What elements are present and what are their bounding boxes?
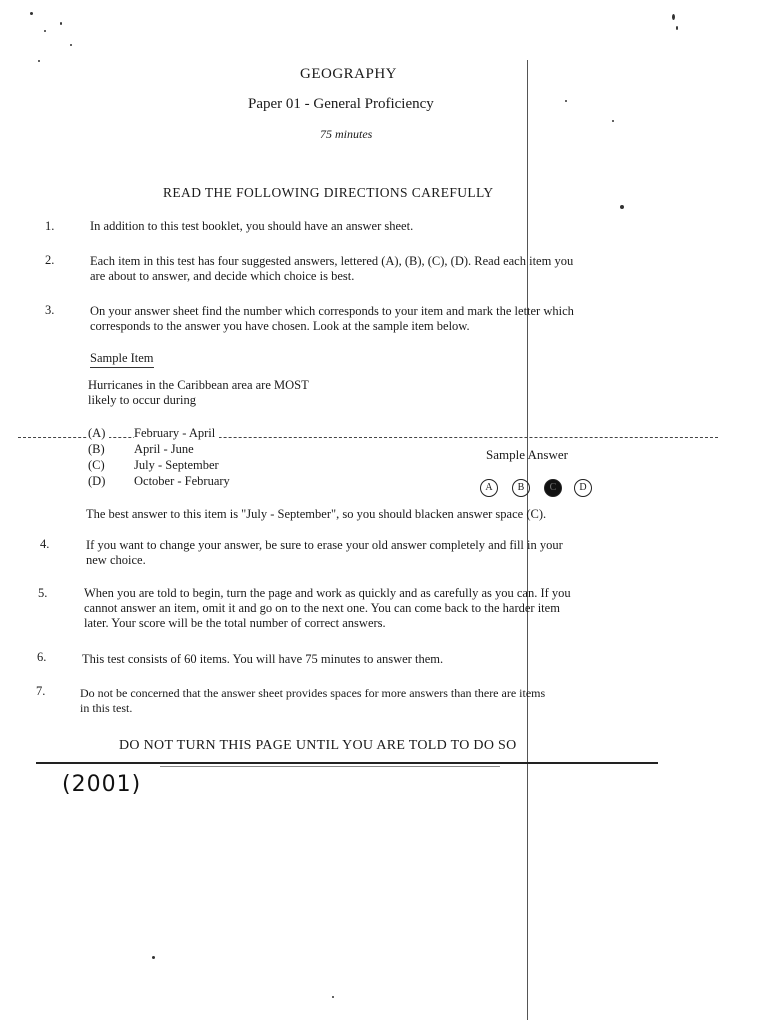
item-number: 1. xyxy=(45,219,55,233)
scan-speck xyxy=(676,26,678,30)
directions-heading: READ THE FOLLOWING DIRECTIONS CAREFULLY xyxy=(163,185,494,200)
handwritten-year: (2001) xyxy=(62,772,142,797)
item-text: If you want to change your answer, be sure to erase your old answer completely and fill in your new choice. xyxy=(86,538,563,567)
answer-bubble-c-filled: C xyxy=(544,479,562,497)
item-number: 4. xyxy=(40,537,50,551)
answer-bubble-d: D xyxy=(574,479,592,497)
footer-instruction: DO NOT TURN THIS PAGE UNTIL YOU ARE TOLD TO DO SO xyxy=(119,738,517,753)
item-text: When you are told to begin, turn the page and work as quickly and as carefully as you can. If you cannot answer an item, omit it and go on to the next one. You can come back to the harder item later. Your score will be the total number of correct answers. xyxy=(84,586,571,630)
scan-speck xyxy=(70,44,72,46)
sample-explanation: The best answer to this item is "July - September", so you should blacken answer space (C). xyxy=(86,507,547,521)
item-number: 2. xyxy=(45,253,55,267)
option-letter: (C) xyxy=(88,458,105,472)
item-text: On your answer sheet find the number which corresponds to your item and mark the letter which corresponds to the answer you have chosen. Look at the sample item below. xyxy=(90,304,574,333)
scan-speck xyxy=(44,30,46,32)
sample-item-label: Sample Item xyxy=(90,351,154,368)
option-text: April - June xyxy=(134,442,194,456)
scan-speck xyxy=(38,60,40,62)
option-letter: (D) xyxy=(88,474,106,488)
scan-dash-line xyxy=(18,437,718,438)
answer-bubble-a: A xyxy=(480,479,498,497)
item-text: Do not be concerned that the answer sheet provides spaces for more answers than there are items in this test. xyxy=(80,686,546,715)
paper-title: Paper 01 - General Proficiency xyxy=(248,96,434,112)
option-text: July - September xyxy=(134,458,219,472)
scan-speck xyxy=(565,100,567,102)
scan-speck xyxy=(152,956,155,959)
item-text: In addition to this test booklet, you should have an answer sheet. xyxy=(90,219,414,233)
scan-speck xyxy=(60,22,62,25)
subject-title: GEOGRAPHY xyxy=(300,66,398,82)
item-number: 3. xyxy=(45,303,55,317)
scan-speck xyxy=(30,12,33,15)
scan-speck xyxy=(672,14,675,20)
option-letter: (A) xyxy=(88,426,109,441)
scan-speck xyxy=(612,120,614,122)
option-text: February - April xyxy=(134,426,219,441)
option-letter: (B) xyxy=(88,442,105,456)
answer-bubble-b: B xyxy=(512,479,530,497)
item-number: 5. xyxy=(38,586,48,600)
scan-speck xyxy=(620,205,624,209)
scan-speck xyxy=(332,996,334,998)
sample-answer-label: Sample Answer xyxy=(486,447,568,462)
footer-rule xyxy=(36,762,658,764)
item-text: This test consists of 60 items. You will have 75 minutes to answer them. xyxy=(82,652,444,666)
item-number: 7. xyxy=(36,684,46,698)
option-text: October - February xyxy=(134,474,230,488)
footer-rule-faint xyxy=(160,766,500,767)
item-text: Each item in this test has four suggested answers, lettered (A), (B), (C), (D). Read each item you are about to answer, and decide which choice is best. xyxy=(90,254,574,283)
duration: 75 minutes xyxy=(320,127,373,141)
item-number: 6. xyxy=(37,650,47,664)
sample-question: Hurricanes in the Caribbean area are MOST likely to occur during xyxy=(88,378,309,407)
